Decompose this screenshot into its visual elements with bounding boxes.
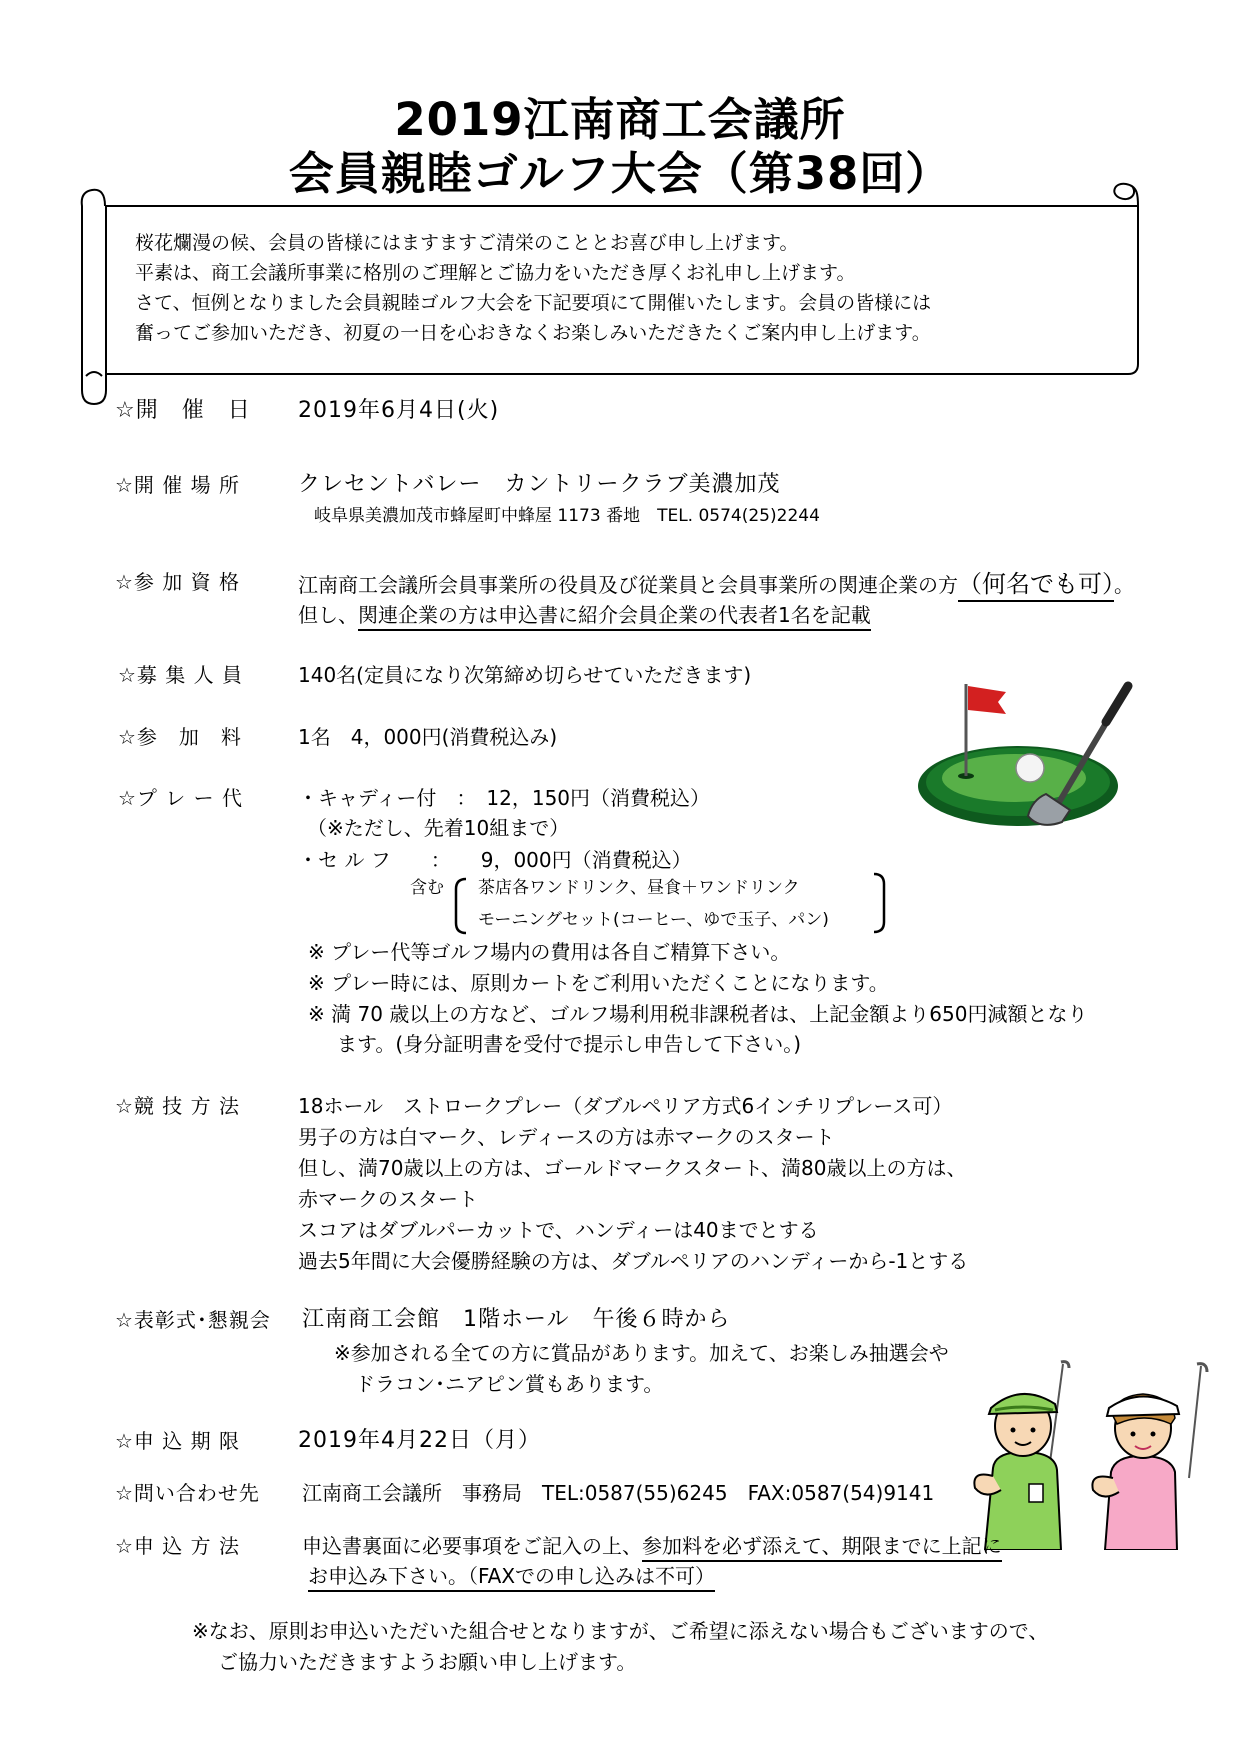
eligibility-line-2: 但し、関連企業の方は申込書に紹介会員企業の代表者1名を記載 xyxy=(298,605,871,625)
apply-line-2 xyxy=(308,1566,715,1586)
deadline-label: ☆申 込 期 限 xyxy=(115,1429,241,1453)
apply-label: ☆申 込 方 法 xyxy=(115,1534,241,1558)
apply-line-1: 申込書裏面に必要事項をご記入の上、参加料を必ず添えて、期限までに上記に xyxy=(302,1536,1002,1556)
competition-line-3: 但し、満70歳以上の方は、ゴールドマークスタート、満80歳以上の方は、 xyxy=(298,1156,967,1180)
eligibility-underlined: 関連企業の方は申込書に紹介会員企業の代表者1名を記載 xyxy=(358,603,871,631)
play-note-4: ます。(身分証明書を受付で提示し申告して下さい。) xyxy=(337,1032,802,1056)
title-line-1: 2019江南商工会議所 xyxy=(394,93,846,146)
golf-green-illustration xyxy=(910,680,1150,840)
caddie-fee: ・キャディー付 ： 12，150円（消費税込） xyxy=(298,786,711,810)
includes-item-1: 茶店各ワンドリンク、昼食＋ワンドリンク xyxy=(478,878,800,898)
contact-value: 江南商工会議所 事務局 TEL:0587(55)6245 FAX:0587(54)9141 xyxy=(302,1481,935,1505)
eligibility-emphasis: （何名でも可） xyxy=(958,570,1114,602)
ceremony-label: ☆表彰式･懇親会 xyxy=(115,1308,271,1332)
ceremony-value: 江南商工会館 1階ホール 午後６時から xyxy=(302,1307,731,1332)
golfers-illustration xyxy=(965,1360,1215,1550)
intro-line-3: さて、恒例となりました会員親睦ゴルフ大会を下記要項にて開催いたします。会員の皆様には xyxy=(135,292,932,314)
footer-line-1: ※なお、原則お申込いただいた組合せとなりますが、ご希望に添えない場合もございますので、 xyxy=(192,1619,1049,1643)
contact-label: ☆問い合わせ先 xyxy=(115,1481,260,1505)
deadline-value: 2019年4月22日（月） xyxy=(298,1428,541,1453)
intro-line-4: 奮ってご参加いただき、初夏の一日を心おきなくお楽しみいただきたくご案内申し上げます。 xyxy=(135,322,931,344)
competition-line-6: 過去5年間に大会優勝経験の方は、ダブルペリアのハンディーから-1とする xyxy=(298,1249,969,1273)
date-label: ☆開 催 日 xyxy=(115,398,251,423)
eligibility-label: ☆参 加 資 格 xyxy=(115,570,241,594)
capacity-label: ☆募 集 人 員 xyxy=(118,663,244,687)
competition-line-4: 赤マークのスタート xyxy=(298,1187,478,1211)
fee-value: 1名 4，000円(消費税込み) xyxy=(298,725,558,749)
intro-line-1: 桜花爛漫の候、会員の皆様にはますますご清栄のこととお喜び申し上げます。 xyxy=(135,232,799,254)
title-line-2: 会員親睦ゴルフ大会（第38回） xyxy=(288,147,952,200)
bracket-left xyxy=(452,877,468,935)
golf-ball-icon xyxy=(1016,754,1044,782)
apply-underlined-1: 参加料を必ず添えて、期限までに上記に xyxy=(642,1534,1002,1562)
ceremony-note-1: ※参加される全ての方に賞品があります。加えて、お楽しみ抽選会や xyxy=(334,1341,949,1365)
capacity-value: 140名(定員になり次第締め切らせていただきます) xyxy=(298,663,752,687)
golfer-female-icon xyxy=(1092,1364,1207,1550)
play-note-2: ※ プレー時には、原則カートをご利用いただくことになります。 xyxy=(308,971,889,995)
includes-item-2: モーニングセット(コーヒー、ゆで玉子、パン) xyxy=(478,910,829,930)
apply-underlined-3: （FAXでの申し込みは不可） xyxy=(468,1564,715,1592)
includes-label: 含む xyxy=(410,878,444,898)
self-fee: ・セ ル フ ： 9，000円（消費税込） xyxy=(298,848,692,872)
intro-line-2: 平素は、商工会議所事業に格別のご理解とご協力をいただき厚くお礼申し上げます。 xyxy=(135,262,856,284)
play-note-3: ※ 満 70 歳以上の方など、ゴルフ場利用税非課税者は、上記金額より650円減額となり xyxy=(308,1002,1088,1026)
fee-label: ☆参 加 料 xyxy=(118,725,242,749)
competition-line-1: 18ホール ストロークプレー（ダブルペリア方式6インチリプレース可） xyxy=(298,1094,953,1118)
date-value: 2019年6月4日(火) xyxy=(298,398,500,423)
venue-name: クレセントバレー カントリークラブ美濃加茂 xyxy=(298,472,781,497)
scroll-banner xyxy=(80,168,1160,408)
competition-line-5: スコアはダブルパーカットで、ハンディーは40までとする xyxy=(298,1218,819,1242)
competition-label: ☆競 技 方 法 xyxy=(115,1094,241,1118)
play-note-1: ※ プレー代等ゴルフ場内の費用は各自ご精算下さい。 xyxy=(308,940,791,964)
caddie-note: （※ただし、先着10組まで） xyxy=(307,816,570,840)
venue-address: 岐阜県美濃加茂市蜂屋町中蜂屋 1173 番地 TEL. 0574(25)2244 xyxy=(314,506,820,526)
footer-line-2: ご協力いただきますようお願い申し上げます。 xyxy=(218,1650,637,1674)
bracket-right xyxy=(870,872,890,934)
competition-line-2: 男子の方は白マーク、レディースの方は赤マークのスタート xyxy=(298,1125,835,1149)
play-fee-label: ☆プ レ ー 代 xyxy=(118,786,244,810)
apply-underlined-2: お申込み下さい。 xyxy=(308,1564,468,1592)
eligibility-line-1: 江南商工会議所会員事業所の役員及び従業員と会員事業所の関連企業の方（何名でも可）。 xyxy=(298,572,1134,596)
ceremony-note-2: ドラコン･ニアピン賞もあります。 xyxy=(355,1372,664,1396)
golfer-male-icon xyxy=(974,1362,1069,1550)
venue-label: ☆開 催 場 所 xyxy=(115,473,241,497)
